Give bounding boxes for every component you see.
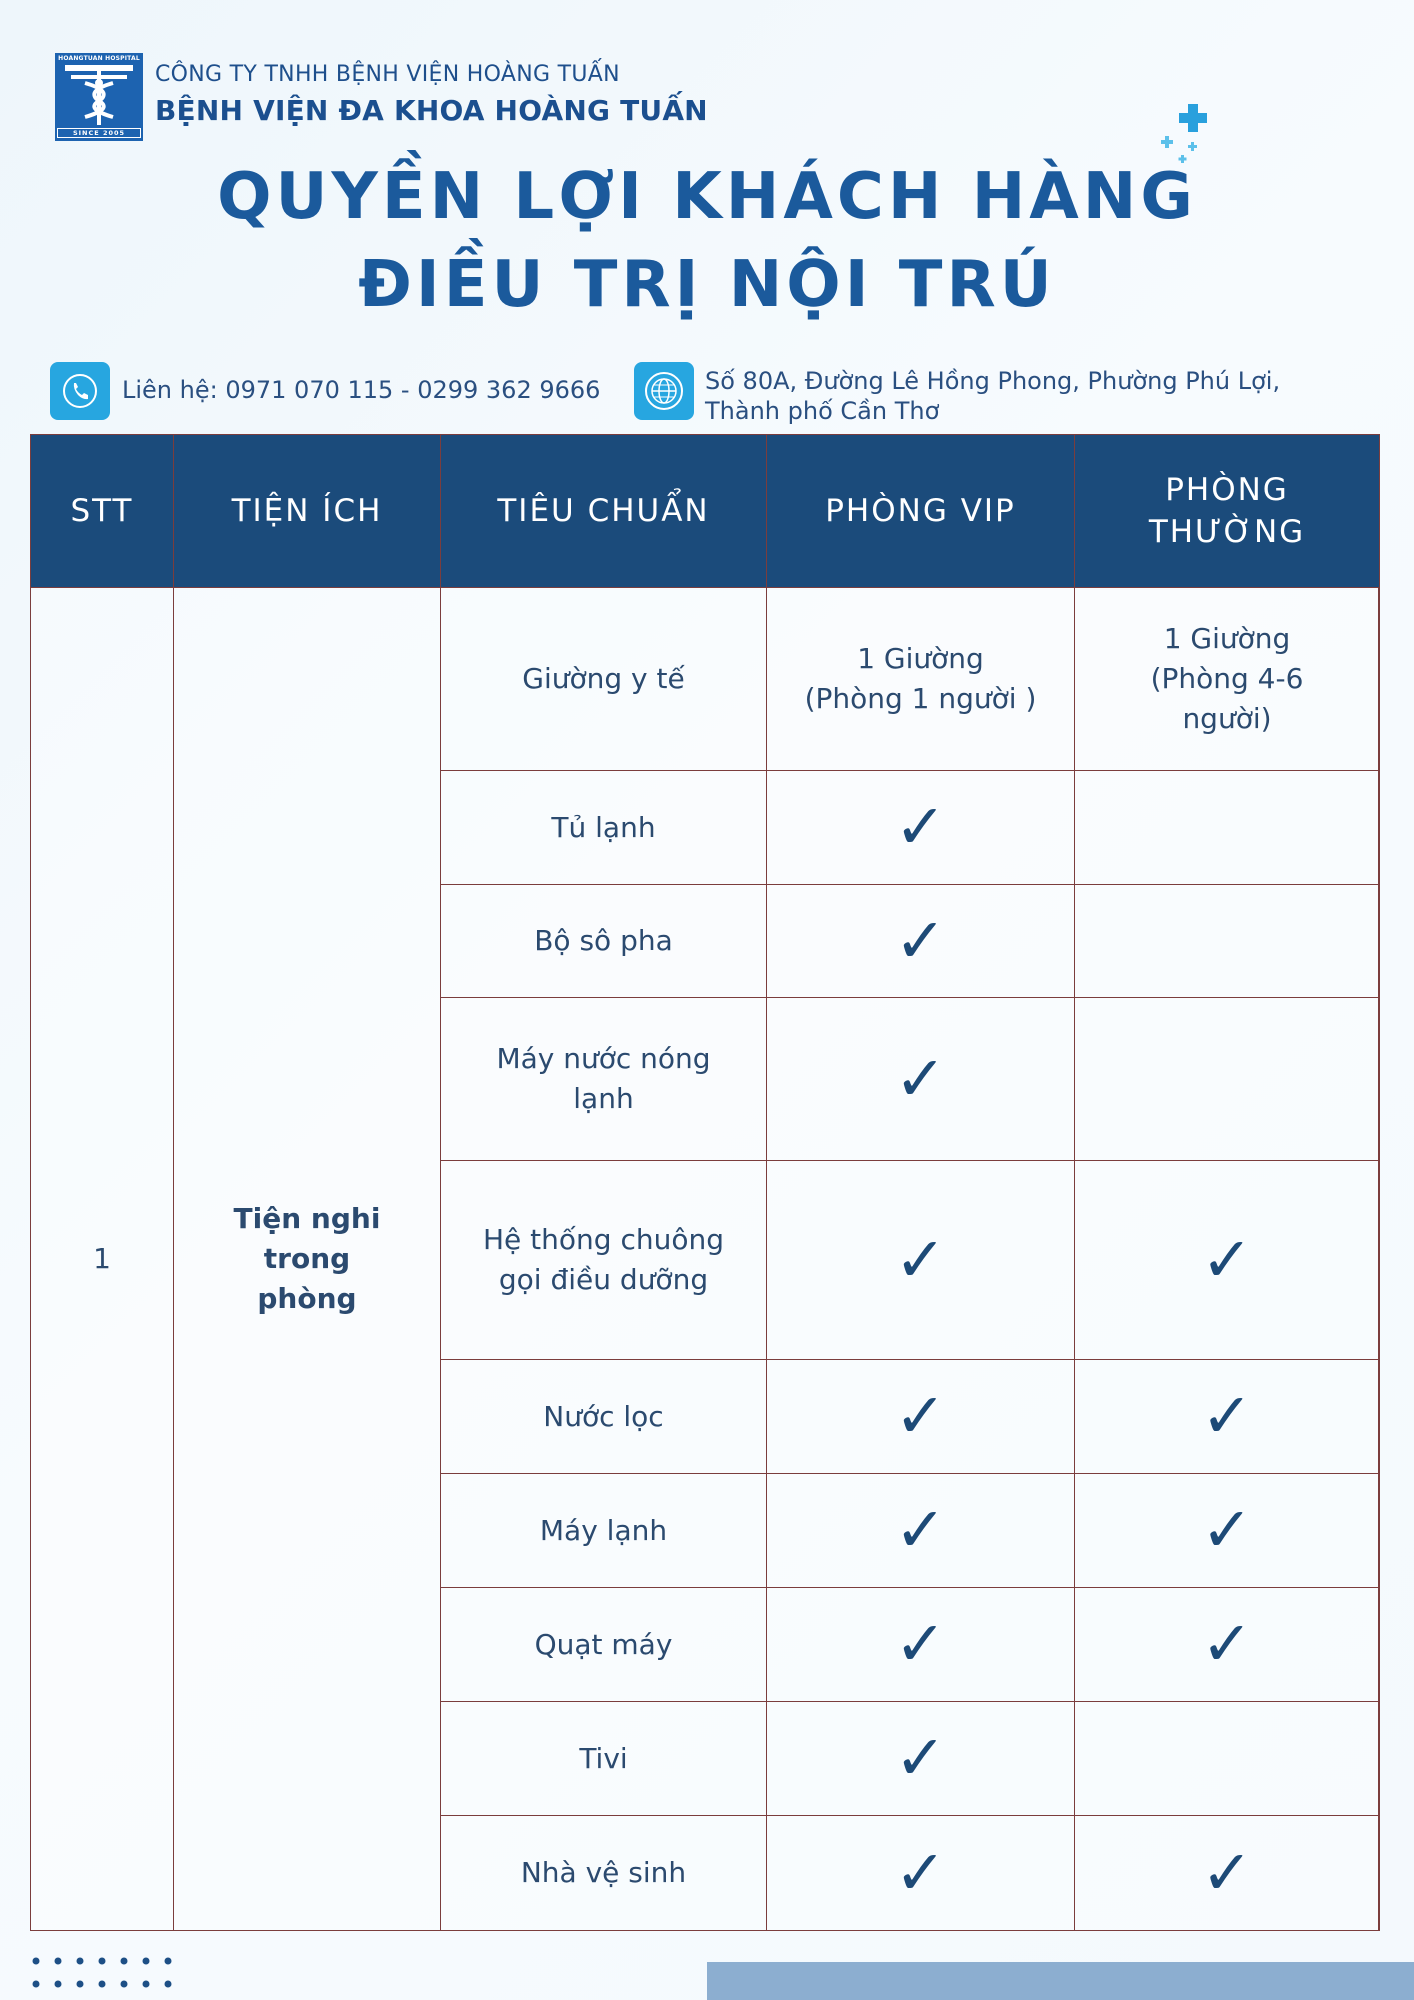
standard-cell: Máy lạnh bbox=[441, 1474, 767, 1588]
check-icon: ✓ bbox=[894, 1222, 947, 1296]
vip-cell bbox=[767, 1360, 1075, 1474]
check-icon: ✓ bbox=[1201, 1607, 1253, 1680]
logo-top-text: HOANGTUAN HOSPITAL bbox=[58, 55, 140, 62]
standard-cell: Hệ thống chuông gọi điều dưỡng bbox=[441, 1161, 767, 1360]
standard-cell: Quạt máy bbox=[441, 1588, 767, 1702]
hospital-logo bbox=[55, 53, 143, 141]
regular-cell bbox=[1075, 998, 1380, 1161]
standard-cell: Giường y tế bbox=[441, 588, 767, 771]
regular-cell bbox=[1075, 1360, 1380, 1474]
vip-cell bbox=[767, 1588, 1075, 1702]
header-regular-room: PHÒNG THƯỜNG bbox=[1075, 435, 1380, 588]
check-icon: ✓ bbox=[894, 1721, 947, 1794]
standard-cell: Bộ sô pha bbox=[441, 885, 767, 998]
standard-cell: Tivi bbox=[441, 1702, 767, 1816]
check-icon: ✓ bbox=[894, 790, 947, 863]
regular-cell bbox=[1075, 1702, 1380, 1816]
header-standard: TIÊU CHUẨN bbox=[441, 435, 767, 588]
regular-cell bbox=[1075, 771, 1380, 885]
standard-cell: Tủ lạnh bbox=[441, 771, 767, 885]
contact-address bbox=[705, 366, 1280, 426]
vip-cell bbox=[767, 1816, 1075, 1931]
page-title-line-2: ĐIỀU TRỊ NỘI TRÚ bbox=[358, 248, 1056, 322]
vip-cell bbox=[767, 1702, 1075, 1816]
vip-cell bbox=[767, 998, 1075, 1161]
check-icon: ✓ bbox=[1201, 1493, 1253, 1566]
hospital-name: BỆNH VIỆN ĐA KHOA HOÀNG TUẤN bbox=[155, 94, 708, 127]
regular-cell bbox=[1075, 1816, 1380, 1931]
header-utility: TIỆN ÍCH bbox=[174, 435, 441, 588]
address-line-2: Thành phố Cần Thơ bbox=[705, 397, 940, 425]
company-name: CÔNG TY TNHH BỆNH VIỆN HOÀNG TUẤN bbox=[155, 62, 620, 87]
vip-cell bbox=[767, 1161, 1075, 1360]
globe-icon bbox=[634, 362, 694, 420]
standard-cell: Nước lọc bbox=[441, 1360, 767, 1474]
check-icon: ✓ bbox=[894, 1041, 947, 1115]
check-icon: ✓ bbox=[894, 1379, 947, 1452]
check-icon: ✓ bbox=[894, 1835, 947, 1909]
bottom-bar bbox=[707, 1962, 1414, 2000]
table-row bbox=[31, 588, 1380, 771]
check-icon: ✓ bbox=[1201, 1379, 1253, 1452]
logo-bottom-text: SINCE 2005 bbox=[57, 128, 141, 138]
header-vip-room: PHÒNG VIP bbox=[767, 435, 1075, 588]
contact-phone: Liên hệ: 0971 070 115 - 0299 362 9666 bbox=[122, 376, 601, 404]
check-icon: ✓ bbox=[1201, 1835, 1253, 1909]
regular-cell bbox=[1075, 1588, 1380, 1702]
dots-decoration bbox=[30, 1955, 190, 2000]
vip-cell bbox=[767, 1474, 1075, 1588]
check-icon: ✓ bbox=[894, 903, 947, 977]
vip-cell: 1 Giường (Phòng 1 người ) bbox=[767, 588, 1075, 771]
benefits-table bbox=[30, 434, 1380, 1931]
phone-icon bbox=[50, 362, 110, 420]
standard-cell: Nhà vệ sinh bbox=[441, 1816, 767, 1931]
category-cell bbox=[174, 588, 441, 1931]
vip-cell bbox=[767, 771, 1075, 885]
header-stt: STT bbox=[31, 435, 174, 588]
regular-cell: 1 Giường (Phòng 4-6 người) bbox=[1075, 588, 1380, 771]
regular-cell bbox=[1075, 885, 1380, 998]
stt-cell: 1 bbox=[31, 588, 174, 1931]
address-line-1: Số 80A, Đường Lê Hồng Phong, Phường Phú Lợi, bbox=[705, 367, 1281, 395]
page-title-line-1: QUYỀN LỢI KHÁCH HÀNG bbox=[217, 160, 1197, 234]
standard-cell: Máy nước nóng lạnh bbox=[441, 998, 767, 1161]
regular-cell bbox=[1075, 1474, 1380, 1588]
check-icon: ✓ bbox=[894, 1493, 947, 1566]
table-header-row bbox=[31, 435, 1380, 588]
regular-cell bbox=[1075, 1161, 1380, 1360]
check-icon: ✓ bbox=[1201, 1222, 1253, 1296]
check-icon: ✓ bbox=[894, 1607, 947, 1680]
vip-cell bbox=[767, 885, 1075, 998]
category-label: Tiện nghi trong phòng bbox=[233, 1202, 381, 1315]
